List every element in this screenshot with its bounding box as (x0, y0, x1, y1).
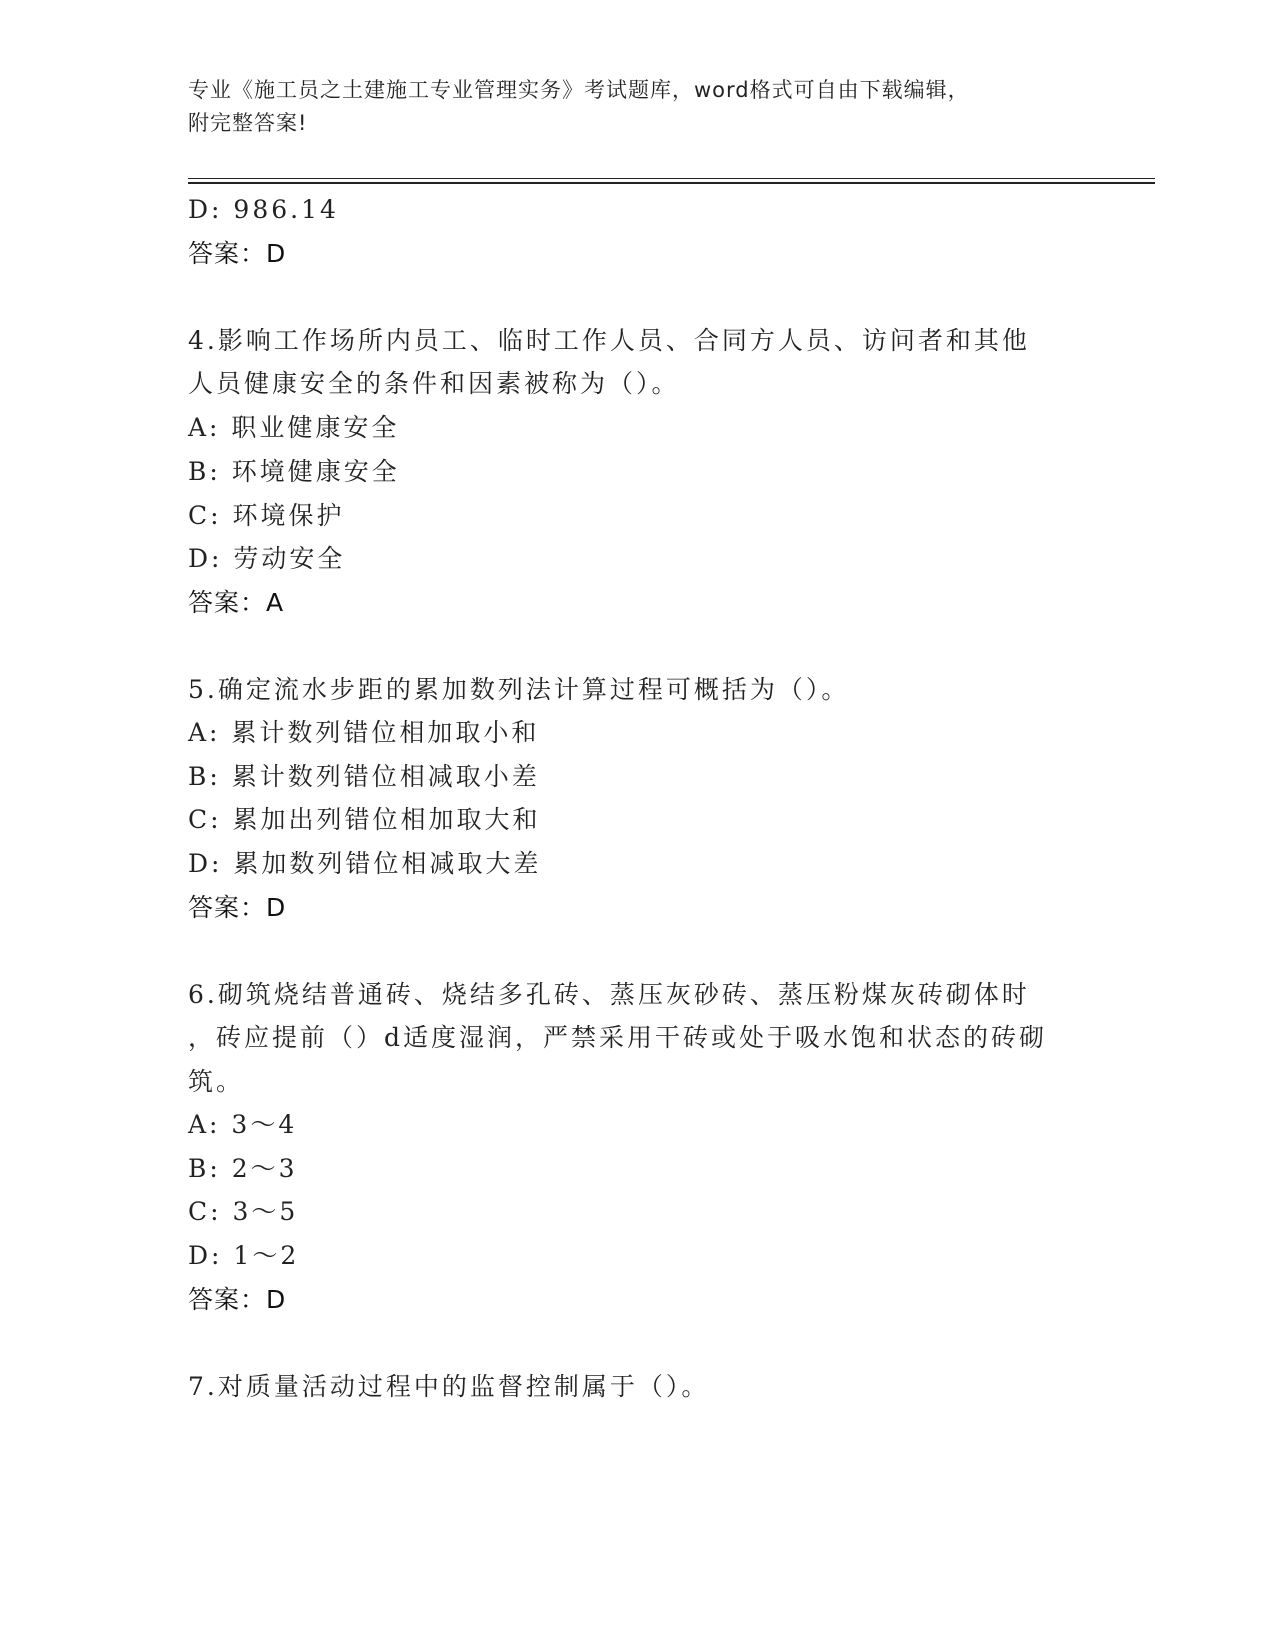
q5-option-c: C: 累加出列错位相加取大和 (188, 805, 541, 834)
prev-answer: 答案：D (188, 239, 287, 268)
header-divider-thick (188, 182, 1155, 184)
document-header (188, 74, 1088, 140)
q5-option-b: B: 累计数列错位相减取小差 (188, 762, 540, 791)
q6-answer: 答案：D (188, 1285, 287, 1314)
q6-stem-line-2: ，砖应提前（）d适度湿润，严禁采用干砖或处于吸水饱和状态的砖砌 (188, 1023, 1048, 1052)
q7-stem-line-1: 7.对质量活动过程中的监督控制属于（）。 (188, 1372, 710, 1401)
q6-option-c: C: 3～5 (188, 1197, 299, 1226)
q5-option-d: D: 累加数列错位相减取大差 (188, 849, 542, 878)
q4-stem-line-2: 人员健康安全的条件和因素被称为（）。 (188, 369, 680, 398)
q4-option-d: D: 劳动安全 (188, 544, 346, 573)
q6-stem-line-3: 筑。 (188, 1067, 245, 1096)
q5-answer: 答案：D (188, 893, 287, 922)
q4-answer: 答案：A (188, 588, 285, 617)
q4-option-c: C: 环境保护 (188, 501, 345, 530)
q6-option-b: B: 2～3 (188, 1154, 298, 1183)
q6-stem-line-1: 6.砌筑烧结普通砖、烧结多孔砖、蒸压灰砂砖、蒸压粉煤灰砖砌体时 (188, 980, 1030, 1009)
header-line-2: 附完整答案! (188, 111, 308, 135)
q4-stem-line-1: 4.影响工作场所内员工、临时工作人员、合同方人员、访问者和其他 (188, 326, 1030, 355)
q4-option-a: A: 职业健康安全 (188, 413, 400, 442)
q5-stem-line-1: 5.确定流水步距的累加数列法计算过程可概括为（）。 (188, 675, 850, 704)
q6-option-a: A: 3～4 (188, 1110, 298, 1139)
header-line-1: 专业《施工员之土建施工专业管理实务》考试题库，word格式可自由下载编辑， (188, 78, 970, 102)
q6-option-d: D: 1～2 (188, 1241, 300, 1270)
q5-option-a: A: 累计数列错位相加取小和 (188, 718, 540, 747)
q4-option-b: B: 环境健康安全 (188, 457, 400, 486)
header-divider-thin (188, 178, 1155, 179)
prev-option-d: D: 986.14 (188, 195, 339, 224)
